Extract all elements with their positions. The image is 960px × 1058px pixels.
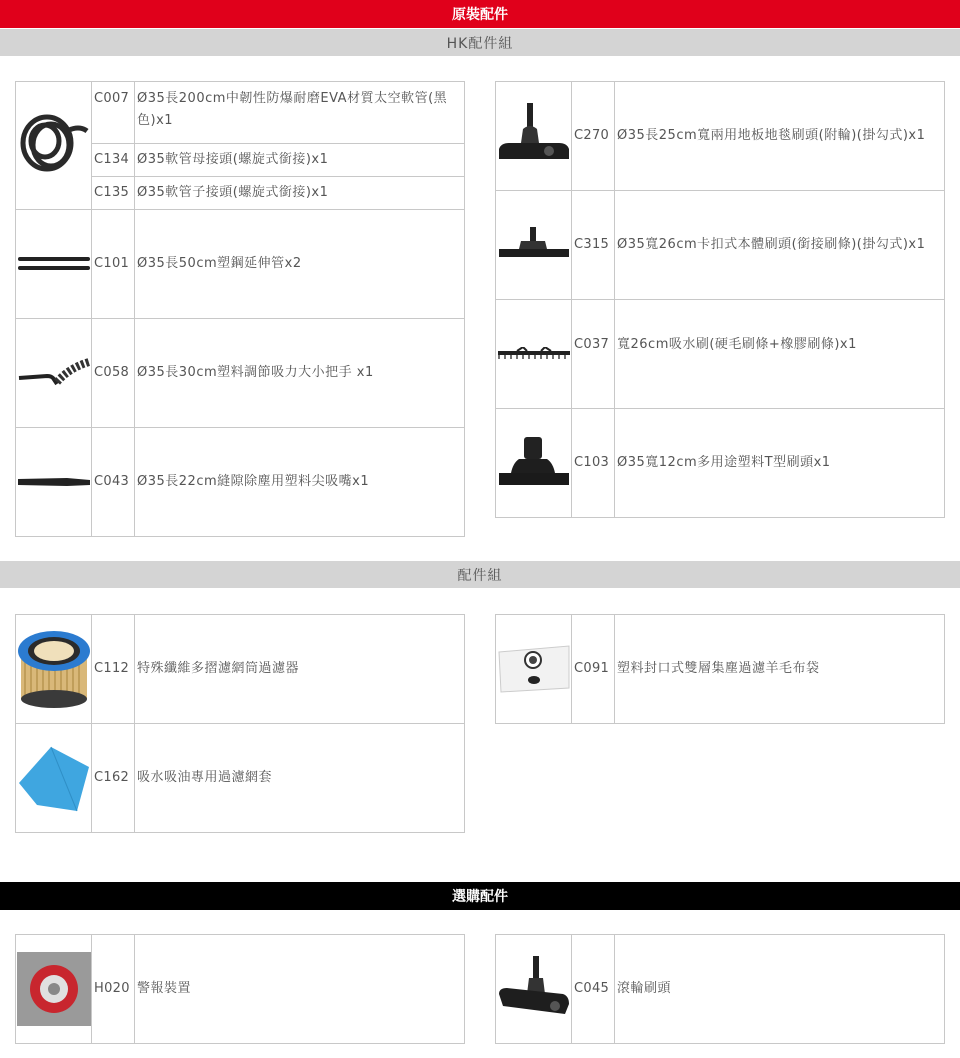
item-description: 吸水吸油專用過濾網套 bbox=[135, 724, 465, 833]
item-description: 寬26cm吸水刷(硬毛刷條+橡膠刷條)x1 bbox=[615, 300, 945, 409]
item-image-cell bbox=[16, 615, 92, 724]
item-code: C162 bbox=[92, 724, 135, 833]
item-code: C101 bbox=[92, 210, 135, 319]
roller-brush-icon bbox=[497, 954, 571, 1024]
table-row bbox=[496, 935, 945, 1044]
header-label: 原裝配件 bbox=[452, 7, 508, 23]
item-code: C112 bbox=[92, 615, 135, 724]
table-row bbox=[16, 724, 465, 833]
floor-brush-icon bbox=[497, 101, 571, 171]
item-image-cell bbox=[496, 191, 572, 300]
optional-table-right bbox=[495, 934, 945, 1044]
item-code: C007 bbox=[92, 82, 135, 144]
item-description: Ø35軟管子接頭(螺旋式銜接)x1 bbox=[135, 177, 465, 210]
table-row bbox=[496, 191, 945, 300]
item-code: C058 bbox=[92, 319, 135, 428]
item-description: 警報裝置 bbox=[135, 935, 465, 1044]
table-row bbox=[16, 210, 465, 319]
item-image-cell bbox=[16, 82, 92, 210]
squeegee-strip-icon bbox=[497, 347, 571, 361]
hk-set-table-right bbox=[495, 81, 945, 518]
table-row bbox=[496, 82, 945, 191]
table-row bbox=[496, 409, 945, 518]
item-description: Ø35長50cm塑鋼延伸管x2 bbox=[135, 210, 465, 319]
item-description: 滾輪刷頭 bbox=[615, 935, 945, 1044]
item-code: C037 bbox=[572, 300, 615, 409]
item-code: C135 bbox=[92, 177, 135, 210]
table-row bbox=[16, 935, 465, 1044]
item-code: C134 bbox=[92, 144, 135, 177]
header-label: 配件組 bbox=[457, 567, 503, 584]
dust-bag-icon bbox=[497, 644, 571, 694]
item-code: C270 bbox=[572, 82, 615, 191]
optional-accessories-header bbox=[0, 882, 960, 910]
item-code: C043 bbox=[92, 428, 135, 537]
optional-table-left bbox=[15, 934, 465, 1044]
item-image-cell bbox=[16, 935, 92, 1044]
table-row bbox=[16, 319, 465, 428]
table-row bbox=[16, 615, 465, 724]
item-description: Ø35長25cm寬兩用地板地毯刷頭(附輪)(掛勾式)x1 bbox=[615, 82, 945, 191]
item-description: Ø35寬26cm卡扣式本體刷頭(銜接刷條)(掛勾式)x1 bbox=[615, 191, 945, 300]
alarm-device-icon bbox=[17, 952, 91, 1026]
cartridge-filter-icon bbox=[17, 629, 91, 709]
item-description: 塑料封口式雙層集塵過濾羊毛布袋 bbox=[615, 615, 945, 724]
item-description: Ø35軟管母接頭(螺旋式銜接)x1 bbox=[135, 144, 465, 177]
item-code: H020 bbox=[92, 935, 135, 1044]
item-description: Ø35長30cm塑料調節吸力大小把手 x1 bbox=[135, 319, 465, 428]
crevice-nozzle-icon bbox=[17, 475, 91, 489]
item-description: Ø35長22cm縫隙除塵用塑料尖吸嘴x1 bbox=[135, 428, 465, 537]
table-row bbox=[16, 82, 465, 144]
item-code: C103 bbox=[572, 409, 615, 518]
hk-set-table-left bbox=[15, 81, 465, 537]
item-image-cell bbox=[496, 615, 572, 724]
item-code: C091 bbox=[572, 615, 615, 724]
accessory-set-table-left bbox=[15, 614, 465, 833]
sponge-filter-icon bbox=[17, 743, 91, 813]
item-image-cell bbox=[16, 428, 92, 537]
extension-tubes-icon bbox=[17, 254, 91, 274]
table-row bbox=[16, 428, 465, 537]
accessory-set-table-right bbox=[495, 614, 945, 724]
hose-icon bbox=[17, 101, 91, 191]
table-row bbox=[496, 615, 945, 724]
item-image-cell bbox=[16, 319, 92, 428]
item-image-cell bbox=[16, 724, 92, 833]
header-label: HK配件組 bbox=[446, 35, 514, 52]
hk-set-header bbox=[0, 29, 960, 56]
table-row bbox=[496, 300, 945, 409]
item-description: Ø35長200cm中韌性防爆耐磨EVA材質太空軟管(黑色)x1 bbox=[135, 82, 465, 144]
t-brush-icon bbox=[497, 433, 571, 493]
item-image-cell bbox=[496, 82, 572, 191]
header-label: 選購配件 bbox=[452, 889, 508, 905]
item-code: C315 bbox=[572, 191, 615, 300]
original-accessories-header bbox=[0, 0, 960, 28]
item-code: C045 bbox=[572, 935, 615, 1044]
item-image-cell bbox=[496, 409, 572, 518]
handle-icon bbox=[17, 356, 91, 390]
item-image-cell bbox=[16, 210, 92, 319]
item-image-cell bbox=[496, 300, 572, 409]
body-brush-icon bbox=[497, 225, 571, 265]
item-image-cell bbox=[496, 935, 572, 1044]
item-description: Ø35寬12cm多用途塑料T型刷頭x1 bbox=[615, 409, 945, 518]
accessory-set-header bbox=[0, 561, 960, 588]
item-description: 特殊纖維多摺濾網筒過濾器 bbox=[135, 615, 465, 724]
